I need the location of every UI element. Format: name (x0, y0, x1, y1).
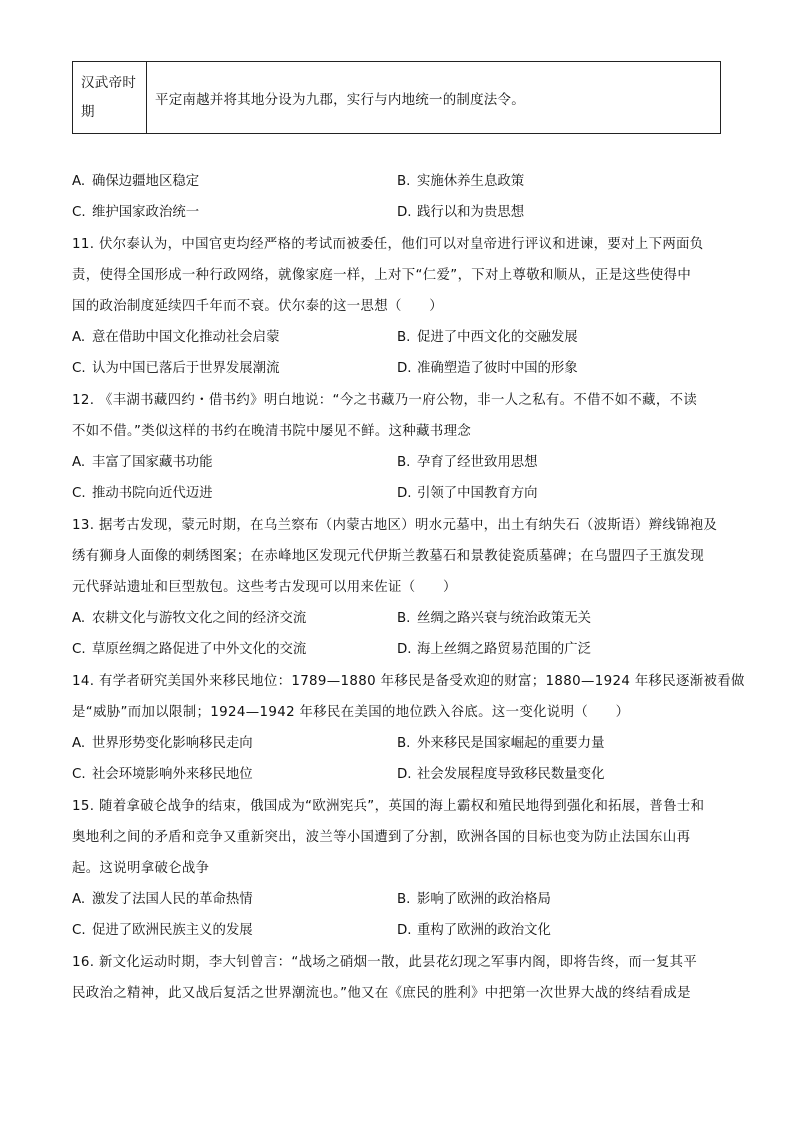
era-name-line-2: 期 (81, 104, 95, 120)
q14-option-a[interactable]: A. 世界形势变化影响移民走向 (72, 736, 253, 751)
q15-stem-line-3: 起。这说明拿破仑战争 (72, 861, 210, 876)
q10-option-a[interactable]: A. 确保边疆地区稳定 (72, 174, 200, 189)
q13-option-b[interactable]: B. 丝绸之路兴衰与统治政策无关 (397, 611, 592, 626)
q14-option-b[interactable]: B. 外来移民是国家崛起的重要力量 (397, 736, 605, 751)
q15-option-c[interactable]: C. 促进了欧洲民族主义的发展 (72, 923, 253, 938)
q15-option-b[interactable]: B. 影响了欧洲的政治格局 (397, 892, 551, 907)
q12-option-b[interactable]: B. 孕育了经世致用思想 (397, 455, 538, 470)
q13-stem-line-1: 13. 据考古发现，蒙元时期，在乌兰察布（内蒙古地区）明水元墓中，出土有纳失石（波斯语）辫线锦袍及 (72, 518, 718, 533)
q11-option-a[interactable]: A. 意在借助中国文化推动社会启蒙 (72, 330, 280, 345)
q11-stem-line-1: 11. 伏尔泰认为，中国官吏均经严格的考试而被委任，他们可以对皇帝进行评议和进谏，要对上下两面负 (72, 237, 704, 252)
q13-stem-line-2: 绣有狮身人面像的刺绣图案；在赤峰地区发现元代伊斯兰教墓石和景教徒瓷质墓碑；在乌盟四子王旗发现 (72, 549, 705, 564)
q12-option-c[interactable]: C. 推动书院向近代迈进 (72, 486, 213, 501)
q14-stem-line-2: 是“威胁”而加以限制；1924—1942 年移民在美国的地位跌入谷底。这一变化说明（ ） (72, 705, 630, 720)
q15-option-a[interactable]: A. 激发了法国人民的革命热情 (72, 892, 253, 907)
q16-stem-line-2: 民政治之精神，此又战后复活之世界潮流也。”他又在《庶民的胜利》中把第一次世界大战的终结看成是 (72, 986, 691, 1001)
q12-option-d[interactable]: D. 引领了中国教育方向 (397, 486, 538, 501)
era-event-cell (147, 62, 720, 133)
q13-option-a[interactable]: A. 农耕文化与游牧文化之间的经济交流 (72, 611, 307, 626)
q11-stem-line-2: 责，使得全国形成一种行政网络，就像家庭一样，上对下“仁爱”，下对上尊敬和顺从，正是这些使得中 (72, 268, 692, 283)
era-table (72, 61, 721, 134)
q13-stem-line-3: 元代驿站遗址和巨型敖包。这些考古发现可以用来佐证（ ） (72, 580, 457, 595)
q16-stem-line-1: 16. 新文化运动时期，李大钊曾言：“战场之硝烟一散，此昙花幻现之军事内阁，即将告终，而一复其平 (72, 955, 698, 970)
q14-stem-line-1: 14. 有学者研究美国外来移民地位：1789—1880 年移民是备受欢迎的财富；1880—1924 年移民逐渐被看做 (72, 674, 745, 689)
q11-option-b[interactable]: B. 促进了中西文化的交融发展 (397, 330, 578, 345)
q11-option-d[interactable]: D. 准确塑造了彼时中国的形象 (397, 361, 578, 376)
era-event-text: 平定南越并将其地分设为九郡，实行与内地统一的制度法令。 (155, 91, 525, 108)
q12-option-a[interactable]: A. 丰富了国家藏书功能 (72, 455, 213, 470)
q10-option-c[interactable]: C. 维护国家政治统一 (72, 205, 200, 220)
q13-option-c[interactable]: C. 草原丝绸之路促进了中外文化的交流 (72, 642, 307, 657)
era-name-cell (73, 62, 147, 133)
q15-stem-line-1: 15. 随着拿破仑战争的结束，俄国成为“欧洲宪兵”，英国的海上霸权和殖民地得到强化和拓展，普鲁士和 (72, 799, 705, 814)
q11-option-c[interactable]: C. 认为中国已落后于世界发展潮流 (72, 361, 280, 376)
q10-option-b[interactable]: B. 实施休养生息政策 (397, 174, 525, 189)
era-name-line-1: 汉武帝时 (81, 75, 137, 91)
q11-stem-line-3: 国的政治制度延续四千年而不衰。伏尔泰的这一思想（ ） (72, 299, 443, 314)
q15-stem-line-2: 奥地利之间的矛盾和竞争又重新突出，波兰等小国遭到了分割，欧洲各国的目标也变为防止法国东山再 (72, 830, 691, 845)
q13-option-d[interactable]: D. 海上丝绸之路贸易范围的广泛 (397, 642, 592, 657)
q12-stem-line-1: 12. 《丰湖书藏四约・借书约》明白地说：“今之书藏乃一府公物，非一人之私有。不借不如不藏，不读 (72, 393, 698, 408)
q14-option-d[interactable]: D. 社会发展程度导致移民数量变化 (397, 767, 605, 782)
q12-stem-line-2: 不如不借。”类似这样的书约在晚清书院中屡见不鲜。这种藏书理念 (72, 424, 472, 439)
q10-option-d[interactable]: D. 践行以和为贵思想 (397, 205, 525, 220)
q14-option-c[interactable]: C. 社会环境影响外来移民地位 (72, 767, 253, 782)
q15-option-d[interactable]: D. 重构了欧洲的政治文化 (397, 923, 551, 938)
